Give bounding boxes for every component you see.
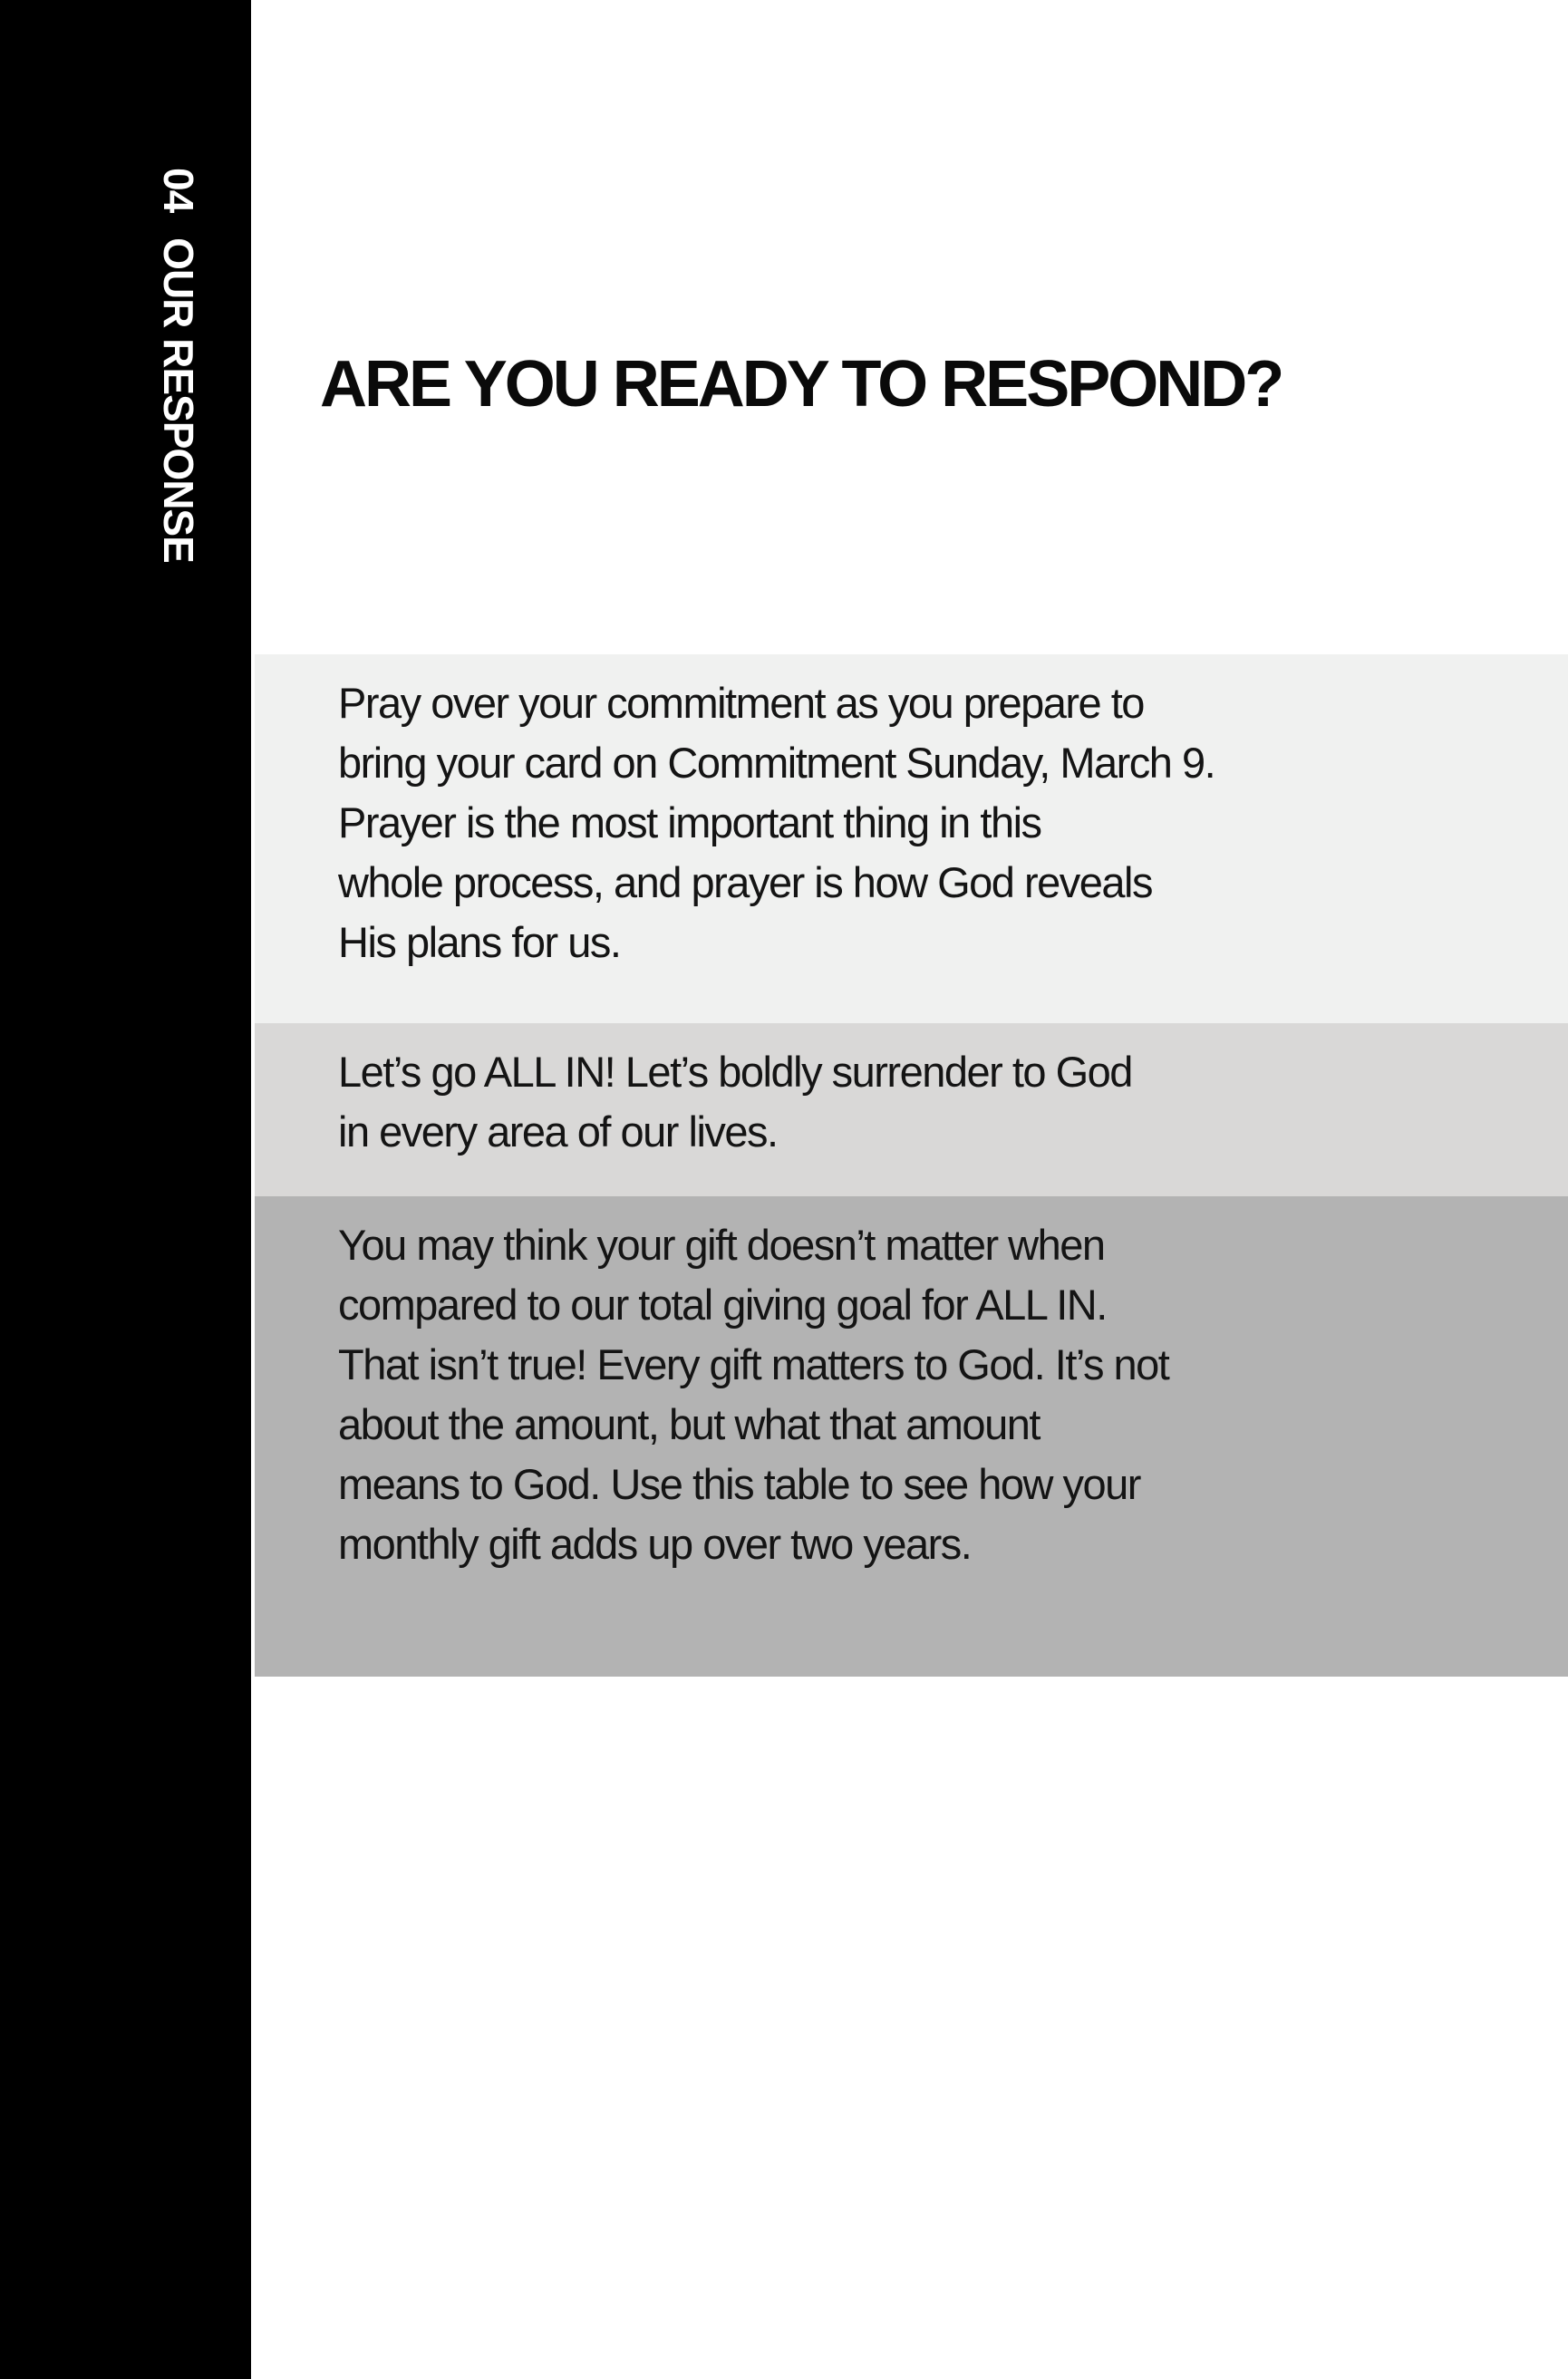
all-in-panel xyxy=(255,1023,1568,1196)
prayer-paragraph: Pray over your commitment as you prepare to bring your card on Commitment Sunday, March 9. Prayer is the most important thing in this whole process, and prayer is how God reveals His plans for us. xyxy=(338,679,1215,966)
prayer-panel xyxy=(255,654,1568,1023)
all-in-paragraph: Let’s go ALL IN! Let’s boldly surrender to God in every area of our lives. xyxy=(338,1048,1132,1156)
section-sidebar xyxy=(0,0,251,2379)
page-title: ARE YOU READY TO RESPOND? xyxy=(320,348,1282,421)
section-label xyxy=(155,168,202,563)
gift-paragraph: You may think your gift doesn’t matter when compared to our total giving goal for ALL IN. That isn’t true! Every gift matters to God. It’s not about the amount, but what that amount means to God. Use this table to see how your monthly gift adds up over two years. xyxy=(338,1221,1169,1568)
section-number: 04 xyxy=(155,168,202,213)
section-title: OUR RESPONSE xyxy=(155,237,202,563)
gift-panel xyxy=(255,1196,1568,1677)
